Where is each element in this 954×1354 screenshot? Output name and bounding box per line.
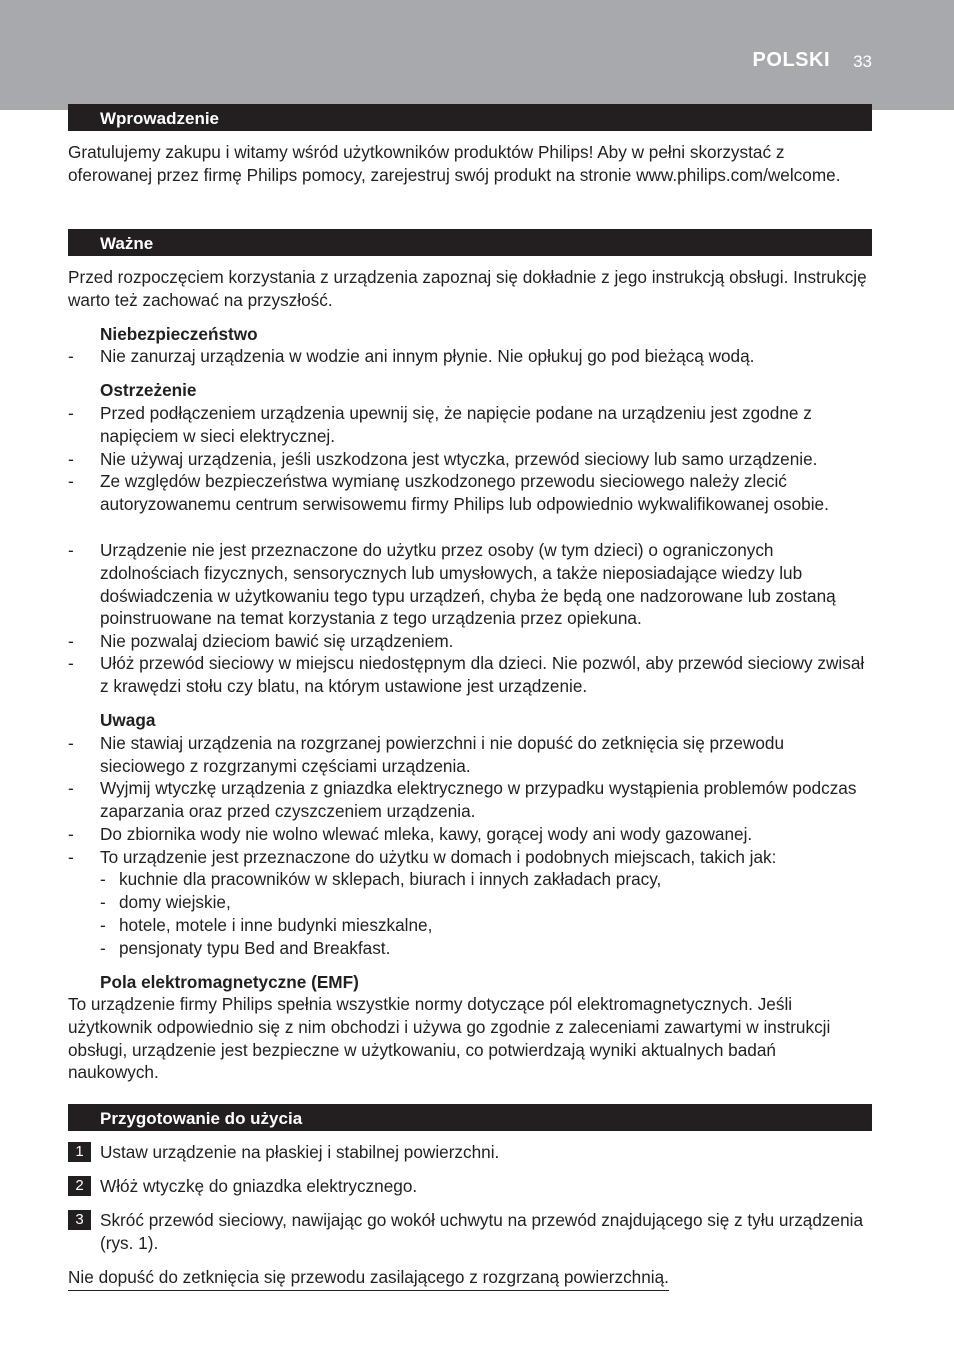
list-item: - Nie stawiaj urządzenia na rozgrzanej powierzchni i nie dopuść do zetknięcia się przewodu sieciowego z rozgrzanymi częściami urządzenia.	[68, 733, 785, 776]
important-paragraph: Przed rozpoczęciem korzystania z urządzenia zapoznaj się dokładnie z jego instrukcją obsługi. Instrukcję warto też zachować na przyszłość.	[68, 267, 867, 310]
dash-bullet: -	[68, 847, 74, 867]
dash-bullet: -	[68, 471, 74, 491]
caution-heading: Uwaga	[100, 710, 156, 730]
list-item: - Nie pozwalaj dzieciom bawić się urządzeniem.	[68, 631, 454, 651]
warning-note: Nie dopuść do zetknięcia się przewodu zasilającego z rozgrzaną powierzchnią.	[68, 1266, 669, 1291]
list-item: - Ułóż przewód sieciowy w miejscu niedostępnym dla dzieci. Nie pozwól, aby przewód sieciowy zwisał z krawędzi stołu czy blatu, na którym ustawione jest urządzenie.	[68, 653, 865, 696]
list-item: - Nie używaj urządzenia, jeśli uszkodzona jest wtyczka, przewód sieciowy lub samo urządzenie.	[68, 449, 818, 469]
dash-bullet: -	[68, 540, 74, 560]
step-item	[68, 1175, 868, 1198]
list-item: - Urządzenie nie jest przeznaczone do użytku przez osoby (w tym dzieci) o ograniczonych zdolnościach fizycznych, sensorycznych lub umysłowych, a także nieposiadające wiedzy lub doświadczenia w użytkowaniu tego typu urządzeń, chyba że będą one nadzorowane lub zostaną poinstruowane na temat korzystania z tego urządzenia przez opiekuna.	[68, 540, 836, 629]
step-item	[68, 1141, 868, 1164]
step-text: Włóż wtyczkę do gniazdka elektrycznego.	[100, 1176, 418, 1196]
dash-bullet: -	[68, 449, 74, 469]
intro-paragraph: Gratulujemy zakupu i witamy wśród użytkowników produktów Philips! Aby w pełni skorzystać z oferowanej przez firmę Philips pomocy, zarejestruj swój produkt na stronie www.philips.com/welcome.	[68, 142, 841, 185]
list-item: - Wyjmij wtyczkę urządzenia z gniazdka elektrycznego w przypadku wystąpienia problemów podczas zaparzania oraz przed czyszczeniem urządzenia.	[68, 778, 857, 821]
language-label: POLSKI	[752, 49, 830, 71]
dash-bullet: -	[68, 824, 74, 844]
dash-bullet: -	[100, 869, 106, 889]
dash-bullet: -	[68, 403, 74, 423]
page-number: 33	[853, 52, 872, 71]
list-item: - Ze względów bezpieczeństwa wymianę uszkodzonego przewodu sieciowego należy zlecić autoryzowanemu centrum serwisowemu firmy Philips lub odpowiednio wykwalifikowanej osobie.	[68, 471, 829, 514]
step-number: 3	[68, 1210, 91, 1230]
list-item: - Przed podłączeniem urządzenia upewnij się, że napięcie podane na urządzeniu jest zgodne z napięciem w sieci elektrycznej.	[68, 403, 812, 446]
step-text: Ustaw urządzenie na płaskiej i stabilnej powierzchni.	[100, 1142, 500, 1162]
dash-bullet: -	[100, 915, 106, 935]
section-heading-important: Ważne	[68, 230, 872, 256]
emf-paragraph: To urządzenie firmy Philips spełnia wszystkie normy dotyczące pól elektromagnetycznych. Jeśli użytkownik odpowiednio się z nim obchodzi i używa go zgodnie z zaleceniami zawartymi w instrukcji obsługi, urządzenie jest bezpieczne w użytkowaniu, co potwierdzają wyniki aktualnych badań naukowych.	[68, 994, 831, 1083]
sub-list-item: - pensjonaty typu Bed and Breakfast.	[100, 938, 391, 958]
dash-bullet: -	[68, 778, 74, 798]
dash-bullet: -	[68, 631, 74, 651]
section-heading-preparation: Przygotowanie do użycia	[68, 1105, 872, 1131]
sub-list-item: - hotele, motele i inne budynki mieszkalne,	[100, 915, 433, 935]
step-item	[68, 1209, 868, 1255]
dash-bullet: -	[100, 892, 106, 912]
step-number: 1	[68, 1142, 91, 1162]
sub-list-item: - domy wiejskie,	[100, 892, 231, 912]
dash-bullet: -	[68, 653, 74, 673]
section-heading-intro: Wprowadzenie	[68, 105, 872, 131]
list-item: - Nie zanurzaj urządzenia w wodzie ani innym płynie. Nie opłukuj go pod bieżącą wodą.	[68, 346, 755, 366]
list-item: - Do zbiornika wody nie wolno wlewać mleka, kawy, gorącej wody ani wody gazowanej.	[68, 824, 753, 844]
danger-heading: Niebezpieczeństwo	[100, 324, 258, 344]
emf-heading: Pola elektromagnetyczne (EMF)	[100, 972, 359, 992]
sub-list-item: - kuchnie dla pracowników w sklepach, biurach i innych zakładach pracy,	[100, 869, 662, 889]
list-item: - To urządzenie jest przeznaczone do użytku w domach i podobnych miejscach, takich jak:	[68, 847, 777, 867]
step-text: Skróć przewód sieciowy, nawijając go wokół uchwytu na przewód znajdującego się z tyłu urządzenia (rys. 1).	[100, 1210, 864, 1253]
header-bar	[0, 0, 954, 110]
dash-bullet: -	[68, 346, 74, 366]
step-number: 2	[68, 1176, 91, 1196]
dash-bullet: -	[68, 733, 74, 753]
warning-heading: Ostrzeżenie	[100, 380, 197, 400]
dash-bullet: -	[100, 938, 106, 958]
